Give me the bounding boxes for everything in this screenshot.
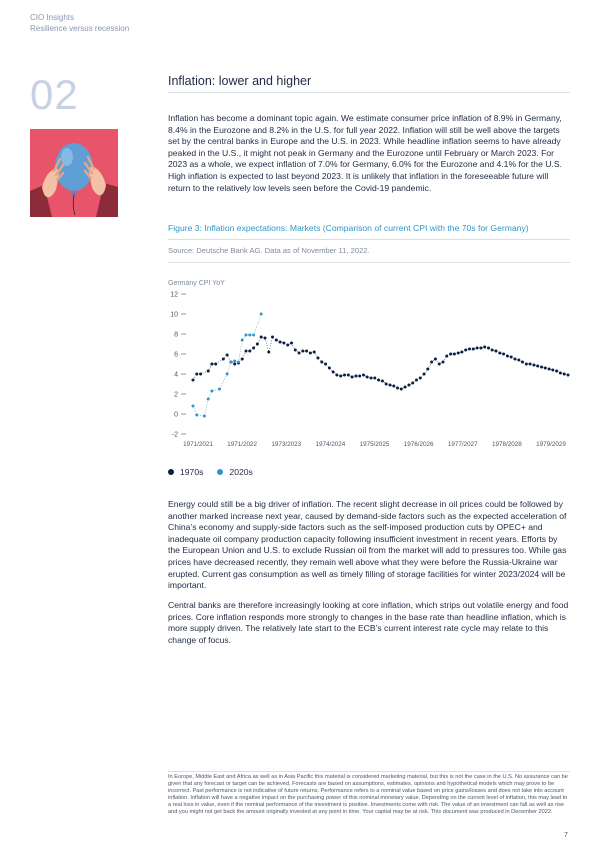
data-point-1970s	[248, 350, 251, 353]
data-point-1970s	[426, 368, 429, 371]
header-publication: CIO Insights	[30, 13, 75, 22]
data-point-1970s	[400, 388, 403, 391]
data-point-1970s	[377, 379, 380, 382]
y-tick-label: 10	[170, 311, 178, 319]
data-point-1970s	[192, 379, 195, 382]
data-point-2020s	[226, 373, 229, 376]
title-divider	[168, 92, 570, 93]
series-line-2020s	[193, 314, 261, 416]
data-point-2020s	[218, 388, 221, 391]
figure-divider-top	[168, 239, 570, 240]
data-point-2020s	[192, 405, 195, 408]
data-point-1970s	[294, 349, 297, 352]
y-tick-label: 6	[174, 351, 178, 359]
data-point-1970s	[241, 358, 244, 361]
hands-balloon-icon	[30, 129, 118, 217]
data-point-1970s	[335, 374, 338, 377]
data-point-1970s	[271, 336, 274, 339]
data-point-1970s	[354, 375, 357, 378]
data-point-1970s	[195, 373, 198, 376]
data-point-1970s	[460, 351, 463, 354]
data-point-1970s	[464, 349, 467, 352]
figure-title: Figure 3: Inflation expectations: Markets (Comparison of current CPI with the 70s for Germany)	[168, 223, 529, 233]
data-point-1970s	[532, 364, 535, 367]
y-tick-label: -2	[171, 431, 178, 439]
data-point-1970s	[381, 380, 384, 383]
data-point-1970s	[267, 351, 270, 354]
data-point-2020s	[252, 334, 255, 337]
data-point-1970s	[563, 373, 566, 376]
data-point-1970s	[483, 346, 486, 349]
data-point-1970s	[226, 354, 229, 357]
x-axis	[183, 441, 566, 448]
data-point-1970s	[517, 359, 520, 362]
data-point-2020s	[241, 339, 244, 342]
x-tick-label: 1971/2021	[183, 441, 213, 448]
data-point-1970s	[256, 343, 259, 346]
y-tick-label: 4	[174, 371, 178, 379]
header-subtitle: Resilience versus recession	[30, 24, 130, 33]
data-point-1970s	[290, 342, 293, 345]
data-point-1970s	[472, 348, 475, 351]
series-line-1970s	[193, 337, 568, 389]
document-header	[30, 12, 129, 34]
legend-item-2020s	[217, 467, 252, 477]
data-point-1970s	[404, 386, 407, 389]
series-lines	[193, 314, 568, 416]
data-point-2020s	[245, 334, 248, 337]
data-point-2020s	[207, 398, 210, 401]
data-point-1970s	[514, 358, 517, 361]
x-tick-label: 1979/2029	[536, 441, 566, 448]
x-tick-label: 1971/2022	[227, 441, 258, 448]
legend-marker-2020s	[217, 469, 223, 475]
data-point-2020s	[260, 313, 263, 316]
data-point-2020s	[248, 334, 251, 337]
data-point-1970s	[320, 361, 323, 364]
data-point-1970s	[252, 347, 255, 350]
x-tick-label: 1978/2028	[491, 441, 522, 448]
data-point-1970s	[199, 373, 202, 376]
data-point-1970s	[385, 383, 388, 386]
chart-legend	[168, 467, 267, 477]
data-point-1970s	[362, 374, 365, 377]
data-point-1970s	[207, 370, 210, 373]
y-tick-label: 12	[170, 291, 178, 299]
y-axis	[170, 292, 186, 439]
y-axis-label: Germany CPI YoY	[168, 280, 225, 287]
data-point-1970s	[264, 337, 267, 340]
data-point-1970s	[551, 369, 554, 372]
data-point-1970s	[438, 363, 441, 366]
data-point-1970s	[373, 377, 376, 380]
data-point-2020s	[203, 415, 206, 418]
data-point-1970s	[434, 358, 437, 361]
data-point-1970s	[445, 355, 448, 358]
data-point-1970s	[286, 344, 289, 347]
data-point-1970s	[275, 339, 278, 342]
data-point-1970s	[415, 379, 418, 382]
data-point-2020s	[229, 361, 232, 364]
data-point-1970s	[328, 367, 331, 370]
legend-label-1970s: 1970s	[180, 467, 204, 477]
data-point-1970s	[502, 353, 505, 356]
data-point-2020s	[233, 360, 236, 363]
data-point-1970s	[567, 374, 570, 377]
data-point-1970s	[476, 347, 479, 350]
data-point-1970s	[559, 372, 562, 375]
section-title: Inflation: lower and higher	[168, 74, 312, 88]
data-point-1970s	[457, 352, 460, 355]
data-point-1970s	[222, 358, 225, 361]
intro-paragraph: Inflation has become a dominant topic again. We estimate consumer price inflation of 8.9% in Germany, 8.4% in the Eurozone and 8.2% in the U.S. for full year 2022. Inflation will still be well above the targets set by the central banks in Europe and the U.S. in 2023. While headline inflation seems to have already peaked in the U.S., it might not peak in Germany and the Eurozone until February or March 2023. For 2023 as a whole, we expect inflation of 7.0% for Germany, 6.0% for the Eurozone and 4.1% for the U.S. High inflation is expected to last beyond 2023. It is unlikely that inflation in the foreseeable future will return to the relatively low levels seen before the Covid-19 pandemic.	[168, 113, 562, 193]
data-point-1970s	[282, 342, 285, 345]
figure-source: Source: Deutsche Bank AG. Data as of November 11, 2022.	[168, 246, 370, 255]
data-point-1970s	[210, 363, 213, 366]
series-points	[192, 313, 570, 418]
page-number: 7	[564, 832, 568, 839]
data-point-1970s	[453, 353, 456, 356]
data-point-1970s	[498, 352, 501, 355]
data-point-1970s	[536, 365, 539, 368]
data-point-1970s	[430, 361, 433, 364]
data-point-1970s	[313, 351, 316, 354]
data-point-1970s	[370, 377, 373, 380]
data-point-1970s	[347, 374, 350, 377]
section-number: 02	[30, 71, 79, 118]
data-point-1970s	[339, 375, 342, 378]
data-point-1970s	[411, 382, 414, 385]
data-point-1970s	[317, 357, 320, 360]
data-point-1970s	[487, 347, 490, 350]
data-point-1970s	[389, 384, 392, 387]
data-point-1970s	[396, 387, 399, 390]
data-point-2020s	[210, 390, 213, 393]
data-point-2020s	[237, 361, 240, 364]
data-point-1970s	[506, 355, 509, 358]
data-point-1970s	[423, 373, 426, 376]
data-point-1970s	[525, 363, 528, 366]
data-point-1970s	[392, 385, 395, 388]
legend-item-1970s	[168, 467, 203, 477]
figure-divider-bottom	[168, 262, 570, 263]
data-point-1970s	[358, 375, 361, 378]
data-point-1970s	[279, 341, 282, 344]
data-point-1970s	[245, 350, 248, 353]
data-point-1970s	[233, 363, 236, 366]
y-tick-label: 2	[174, 391, 178, 399]
data-point-1970s	[449, 353, 452, 356]
cpi-chart	[168, 272, 578, 462]
data-point-1970s	[495, 350, 498, 353]
data-point-1970s	[419, 377, 422, 380]
x-tick-label: 1976/2026	[403, 441, 434, 448]
data-point-1970s	[442, 361, 445, 364]
data-point-1970s	[491, 349, 494, 352]
central-banks-paragraph: Central banks are therefore increasingly looking at core inflation, which strips out volatile energy and food prices. Core inflation responds more strongly to changes in the base rate than headline inflation, which is more supply driven. The relatively late start to the ECB’s current interest rate cycle may relate to this change of focus.	[168, 600, 569, 645]
data-point-1970s	[214, 363, 217, 366]
data-point-1970s	[540, 366, 543, 369]
data-point-1970s	[305, 350, 308, 353]
footnote-divider	[168, 771, 570, 772]
data-point-1970s	[468, 348, 471, 351]
data-point-1970s	[544, 367, 547, 370]
y-tick-label: 8	[174, 331, 178, 339]
data-point-1970s	[510, 356, 513, 359]
x-tick-label: 1974/2024	[315, 441, 346, 448]
data-point-1970s	[301, 350, 304, 353]
data-point-1970s	[260, 336, 263, 339]
data-point-1970s	[343, 374, 346, 377]
x-tick-label: 1975/2025	[359, 441, 390, 448]
data-point-1970s	[529, 363, 532, 366]
energy-paragraph: Energy could still be a big driver of inflation. The recent slight decrease in oil prices could be followed by another marked increase next year, caused by demand-side factors such as the expected acceleration of China’s economy and supply-side factors such as the self-imposed production cuts by OPEC+ and inadequate oil company production capacity following insufficient investment in recent years. Efforts by the European Union and U.S. to exclude Russian oil from the market will add to pressures too. While gas prices have decreased recently, they remain well above what they were before the Russia-Ukraine war erupted. Current gas consumption as well as timely filling of storage facilities for winter 2023/2024 will be important.	[168, 499, 567, 591]
data-point-1970s	[309, 352, 312, 355]
x-tick-label: 1977/2027	[447, 441, 478, 448]
data-point-1970s	[351, 376, 354, 379]
x-tick-label: 1973/2023	[271, 441, 302, 448]
data-point-1970s	[555, 370, 558, 373]
data-point-1970s	[366, 376, 369, 379]
disclaimer-footnote: In Europe, Middle East and Africa as well as in Asia Pacific this material is considered marketing material, but this is not the case in the U.S. No assurance can be given that any forecast or target can be achieved. Forecasts are based on assumptions, estimates, opinions and hypothetical models which may prove to be incorrect. Past performance is not indicative of future returns. Performance refers to a nominal value based on price gains/losses and does not take into account inflation. Inflation will have a negative impact on the purchasing power of this nominal monetary value. Depending on the current level of inflation, this may lead to a real loss in value, even if the nominal performance of the investment is positive. Investments come with risk. The value of an investment can fall as well as rise and you might not get back the amount originally invested at any point in time. Your capital may be at risk. This document was produced in December 2022.	[168, 774, 568, 815]
data-point-2020s	[195, 414, 198, 417]
y-tick-label: 0	[174, 411, 178, 419]
data-point-1970s	[407, 384, 410, 387]
data-point-1970s	[324, 363, 327, 366]
data-point-1970s	[479, 347, 482, 350]
data-point-1970s	[521, 361, 524, 364]
legend-marker-1970s	[168, 469, 174, 475]
legend-label-2020s: 2020s	[229, 467, 253, 477]
data-point-1970s	[298, 352, 301, 355]
data-point-1970s	[332, 371, 335, 374]
balloon-illustration	[30, 129, 118, 217]
data-point-1970s	[548, 368, 551, 371]
